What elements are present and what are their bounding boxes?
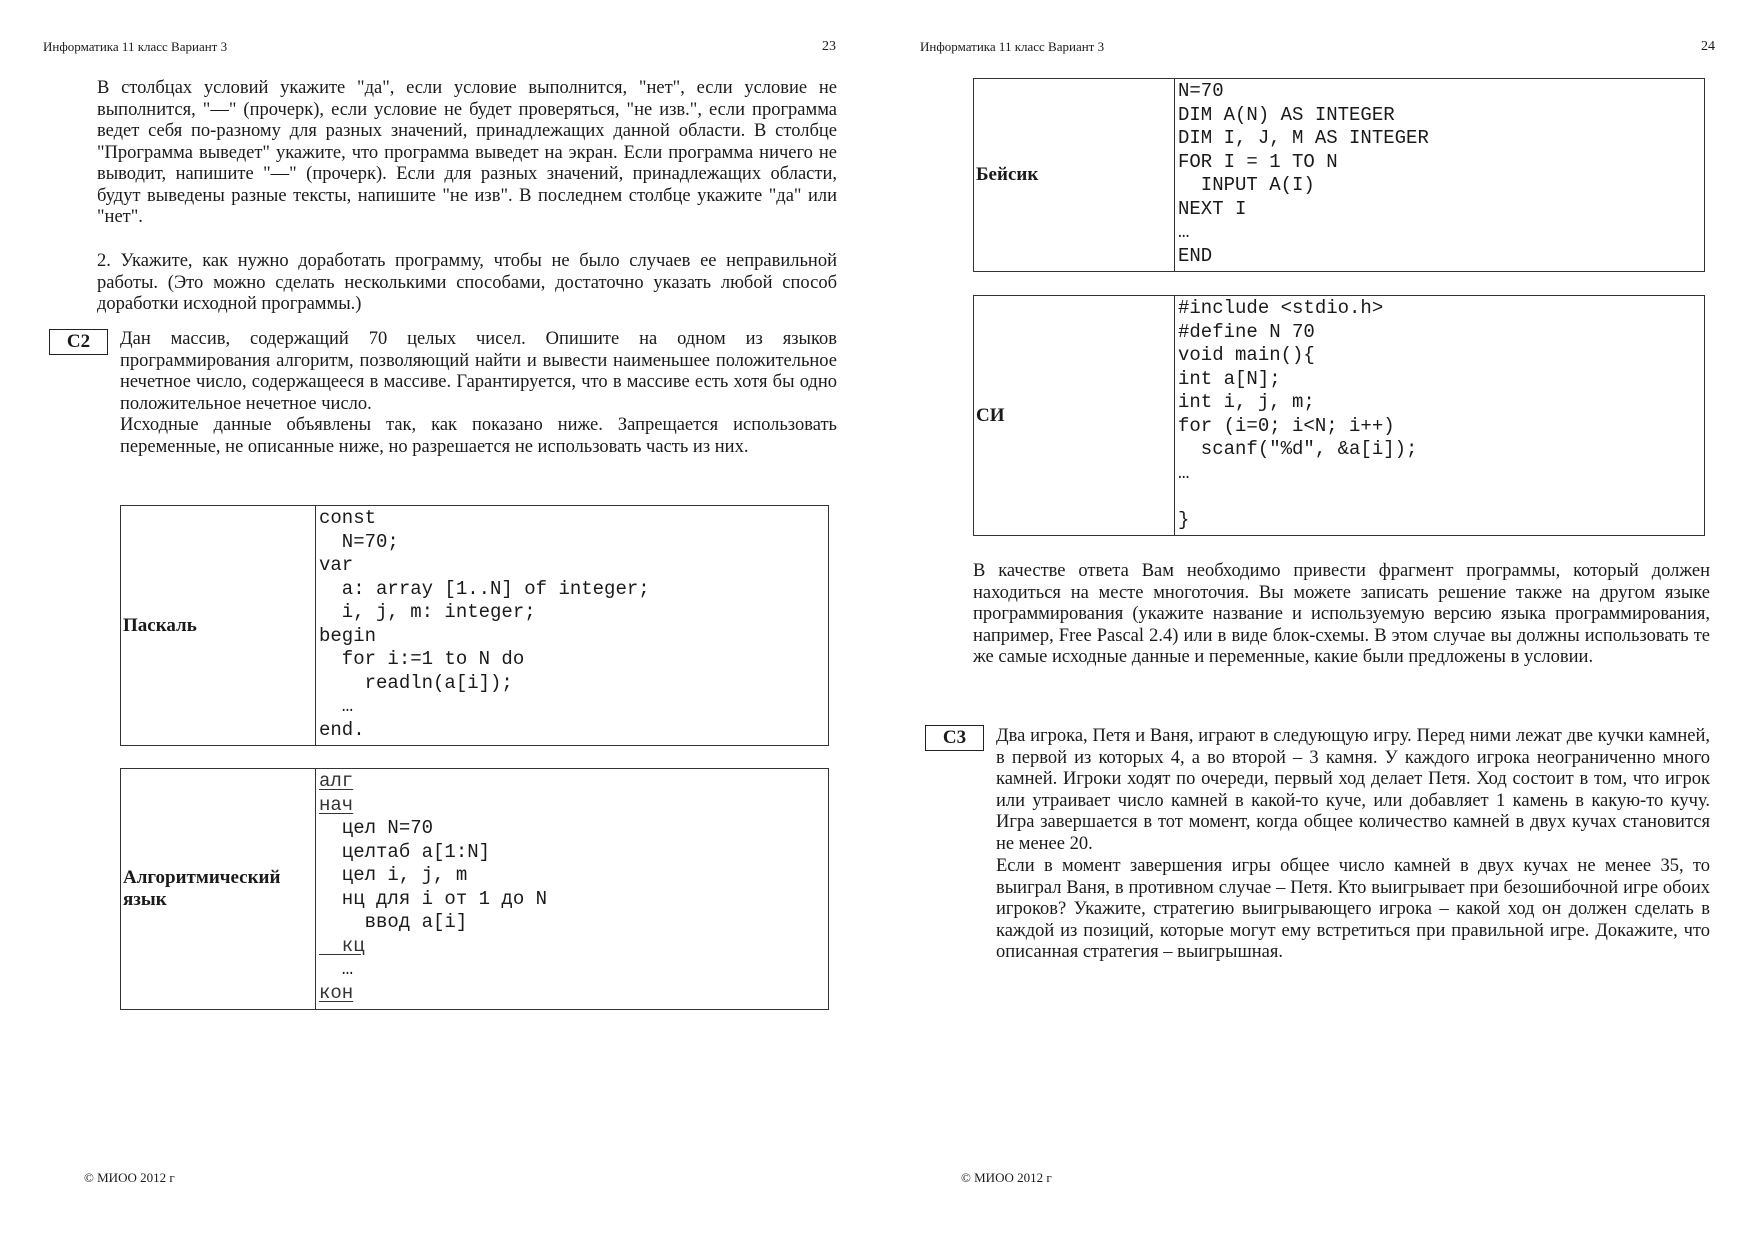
task-c3-text: Два игрока, Петя и Ваня, играют в следующую игру. Перед ними лежат две кучки камней, в первой из которых 4, а во второй – 3 камня. У каждого игрока неограниченно много камней. Игроки ходят по очереди, первый ход делает Петя. Ход состоит в том, что игрок или утраивает число камней в какой-то куче, или добавляет 1 камень в какую-то кучу. Игра завершается в тот момент, когда общее количество камней в двух кучах становится не менее 20. (996, 726, 1710, 854)
code-line: цел i, j, m (319, 864, 468, 886)
code-line: var (319, 554, 354, 576)
intro-paragraph: В столбцах условий укажите "да", если условие выполнится, "нет", если условие не выполнится, "—" (прочерк), если условие не будет проверяться, "не изв.", если программа ведет себя по-разному для разных значений, принадлежащих данной области. В столбце "Программа выведет" укажите, что программа выведет на экран. Если программа ничего не выводит, напишите "—" (прочерк). Если для разных значений, принадлежащих области, будут выведены разные тексты, напишите "не изв". В последнем столбце укажите "да" или "нет". (97, 78, 837, 227)
task-c3-text-2: Если в момент завершения игры общее число камней в двух кучах не менее 35, то выиграл Ваня, в противном случае – Петя. Кто выигрывает при безошибочной игре обоих игроков? Укажите, стратегию выигрывающего игрока – какой ход он должен сделать в каждой из позиций, которые могут ему встретиться при правильной игре. Докажите, что описанная стратегия – выигрышная. (996, 856, 1710, 962)
code-line: int i, j, m; (1178, 391, 1315, 413)
code-line: END (1178, 244, 1213, 267)
code-line: цел N=70 (319, 817, 434, 839)
code-line: i, j, m: integer; (319, 601, 536, 623)
code-line: … (1178, 461, 1190, 484)
task-c2-text: Дан массив, содержащий 70 целых чисел. Опишите на одном из языков программирования алгоритм, позволяющий найти и вывести наименьшее положительное нечетное число, содержащееся в массиве. Гарантируется, что в массиве есть хотя бы одно положительное нечетное число. (120, 329, 837, 414)
pascal-code (316, 506, 650, 745)
right-page (877, 0, 1754, 1239)
code-line: readln(a[i]); (319, 671, 513, 694)
page-number: 24 (1701, 39, 1715, 54)
code-line: кц (319, 934, 365, 957)
c-code-table (973, 295, 1705, 536)
code-line: end. (319, 718, 365, 741)
code-line: FOR I = 1 TO N (1178, 150, 1338, 173)
page-header-title: Информатика 11 класс Вариант 3 (920, 39, 1105, 54)
code-line: DIM A(N) AS INTEGER (1178, 103, 1395, 126)
basic-lang-label: Бейсик (974, 79, 1175, 271)
task-c2-label: C2 (49, 329, 108, 355)
code-line: a: array [1..N] of integer; (319, 577, 650, 600)
code-line: целтаб a[1:N] (319, 840, 491, 863)
page-header-title: Информатика 11 класс Вариант 3 (43, 39, 228, 54)
item2-paragraph: 2. Укажите, как нужно доработать программу, чтобы не было случаев ее неправильной работы. (Это можно сделать несколькими способами, достаточно указать любой способ доработки исходной программы.) (97, 251, 837, 314)
pascal-code-table (120, 505, 829, 746)
code-line: scanf("%d", &a[i]); (1178, 438, 1418, 460)
code-line: NEXT I (1178, 197, 1247, 220)
c-code (1175, 296, 1417, 535)
code-line: begin (319, 624, 377, 647)
basic-code (1175, 79, 1429, 271)
algo-code (316, 769, 547, 1009)
code-line: N=70 (1178, 80, 1224, 102)
task-c3-label: C3 (925, 725, 984, 751)
code-line: нц для i от 1 до N (319, 887, 548, 910)
code-line: ввод a[i] (319, 911, 468, 933)
page-number: 23 (822, 39, 836, 54)
code-line (1178, 485, 1417, 509)
code-line: … (319, 958, 354, 980)
code-line: … (319, 695, 354, 717)
code-line: void main(){ (1178, 344, 1315, 366)
code-line: for i:=1 to N do (319, 648, 525, 670)
code-line: int a[N]; (1178, 367, 1281, 390)
code-line: нач (319, 793, 354, 816)
code-line: N=70; (319, 530, 399, 553)
page-footer: © МИОО 2012 г (961, 1170, 1052, 1185)
task-c2-text-2: Исходные данные объявлены так, как показано ниже. Запрещается использовать переменные, не описанные ниже, но разрешается не использовать часть из них. (120, 415, 837, 457)
pascal-lang-label: Паскаль (121, 506, 316, 745)
code-line: } (1178, 508, 1190, 531)
algo-code-table (120, 768, 829, 1010)
c-lang-label: СИ (974, 296, 1175, 535)
code-line: for (i=0; i<N; i++) (1178, 414, 1395, 437)
code-line: DIM I, J, M AS INTEGER (1178, 127, 1429, 149)
code-line: алг (319, 770, 354, 792)
code-line: кон (319, 981, 354, 1004)
code-line: … (1178, 221, 1190, 243)
basic-code-table (973, 78, 1705, 272)
code-line: #include <stdio.h> (1178, 297, 1384, 319)
code-line: #define N 70 (1178, 320, 1315, 343)
page-footer: © МИОО 2012 г (84, 1170, 175, 1185)
code-line: const (319, 507, 377, 529)
algo-lang-label: Алгоритмический язык (121, 769, 316, 1009)
answer-paragraph: В качестве ответа Вам необходимо привести фрагмент программы, который должен находиться на месте многоточия. Вы можете записать решение также на другом языке программирования (укажите название и используемую версию языка программирования, например, Free Pascal 2.4) или в виде блок-схемы. В этом случае вы должны использовать те же самые исходные данные и переменные, какие были предложены в условии. (973, 561, 1710, 667)
code-line: INPUT A(I) (1178, 174, 1315, 196)
